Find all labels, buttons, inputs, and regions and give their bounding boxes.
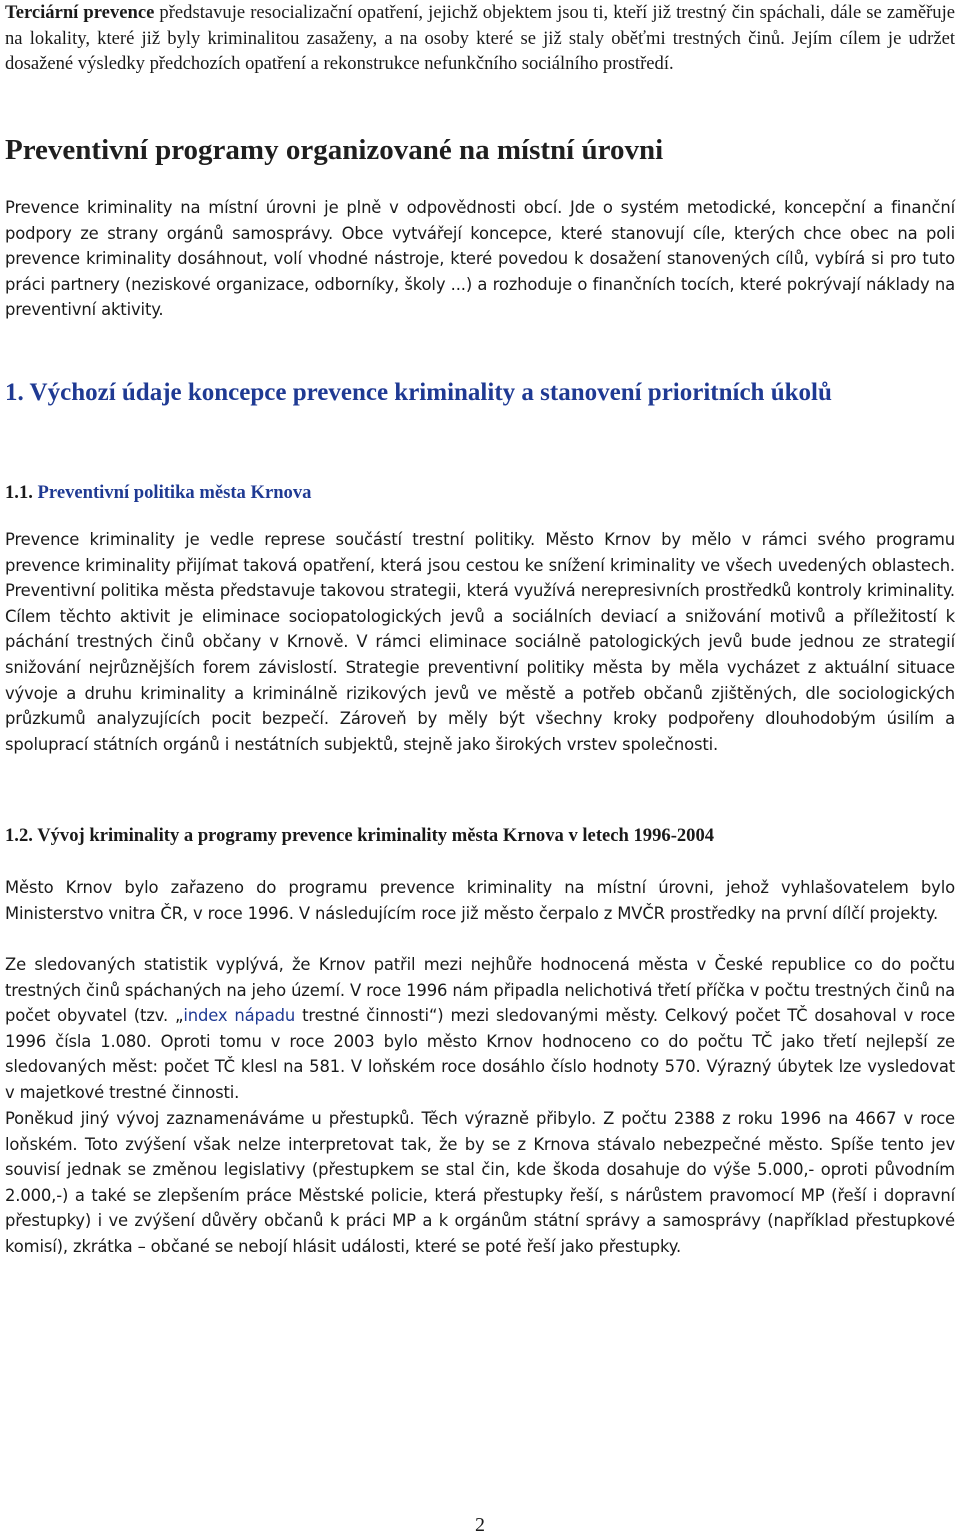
section-1-2-paragraph-3: Poněkud jiný vývoj zaznamenáváme u přestupků. Těch výrazně přibylo. Z počtu 2388 z roku 1996 na 4667 v roce loňském. Toto zvýšení však nelze interpretovat tak, že by se z Krnova stávalo nebezpečné město. Spíše tento jev souvisí jednak se změnou legislativy (přestupkem se stal čin, kde škoda dosahuje do výše 5.000,- oproti původním 2.000,-) a také se zlepšením práce Městské policie, která přestupky řeší, s nárůstem pravomocí MP (řeší i dopravní přestupky) i ve zvýšení důvěry občanů k práci MP a k orgánům státní správy a samosprávy (například přestupkové komisí), zkrátka – občané se nebojí hlásit události, které se poté řeší jako přestupky. bbox=[5, 1109, 955, 1256]
section-1-2-paragraph-2 bbox=[5, 952, 955, 1106]
page-number: 2 bbox=[475, 1514, 485, 1536]
section-1-1-title: Preventivní politika města Krnova bbox=[32, 482, 312, 503]
section-1-1-heading bbox=[5, 481, 955, 505]
section-1-1-paragraph: Prevence kriminality je vedle represe součástí trestní politiky. Město Krnov by mělo v rámci svého programu prevence kriminality přijímat taková opatření, která jsou cestou ke snížení kriminality ve všech uvedených oblastech. Preventivní politika města představuje takovou strategii, která využívá nerepresivních prostředků kontroly kriminality. Cílem těchto aktivit je eliminace sociopatologických jevů a sociálních deviací a snižování motivů a příležitostí k páchání trestných činů občany v Krnově. V rámci eliminace sociálně patologických jevů bude jednou ze strategií snižování nejrůznějších forem závislostí. Strategie preventivní politiky města by měla vycházet z aktuální situace vývoje a druhu kriminality a kriminálně rizikových jevů ve městě a potřeb občanů zjištěných, dle sociologických průzkumů analyzujících pocit bezpečí. Zároveň by měly být všechny kroky podpořeny dlouhodobým úsilím a spoluprací státních orgánů i nestátních subjektů, stejně jako širokých vrstev společnosti. bbox=[5, 530, 955, 754]
intro-lead-term: Terciární prevence bbox=[5, 2, 155, 23]
intro-paragraph bbox=[5, 0, 955, 77]
paragraph-2-text-end: trestné činnosti“) mezi sledovanými městy. Celkový počet TČ dosahoval v roce 1996 čísla 1.080. Oproti tomu v roce 2003 bylo město Krnov hodnoceno co do počtu TČ jako třetí nejlepší ze sledovaných měst: počet TČ klesl na 581. V loňském roce dosáhlo číslo hodnoty 570. Výrazný úbytek lze vysledovat v majetkové trestné činnosti. bbox=[5, 1006, 955, 1102]
local-programs-paragraph: Prevence kriminality na místní úrovni je plně v odpovědnosti obcí. Jde o systém metodické, koncepční a finanční podpory ze strany orgánů samosprávy. Obce vytvářejí koncepce, které stanovují cíle, kterých chce obec na poli prevence kriminality dosáhnout, volí vhodné nástroje, které povedou k dosažení stanovených cílů, vybírá si pro tuto práci partnery (neziskové organizace, odborníky, školy ...) a rozhoduje o finančních tocích, které pokrývají náklady na preventivní aktivity. bbox=[5, 198, 955, 320]
section-1-2-paragraph-1: Město Krnov bylo zařazeno do programu prevence kriminality na místní úrovni, jehož vyhlašovatelem bylo Ministerstvo vnitra ČR, v roce 1996. V následujícím roce již město čerpalo z MVČR prostředky na první dílčí projekty. bbox=[5, 878, 955, 923]
chapter-1-heading: 1. Výchozí údaje koncepce prevence kriminality a stanovení prioritních úkolů bbox=[5, 379, 832, 406]
intro-text: představuje resocializační opatření, jejichž objektem jsou ti, kteří již trestný čin spáchali, dále se zaměřuje na lokality, které již byly kriminalitou zasaženy, a na osoby které se již staly oběťmi trestných činů. Jejím cílem je udržet dosažené výsledky předchozích opatření a rekonstrukce nefunkčního sociálního prostředí. bbox=[5, 2, 955, 75]
index-napadu-link[interactable]: index nápadu bbox=[183, 1006, 296, 1026]
section-1-2-heading bbox=[5, 824, 955, 848]
section-1-2-number: 1.2. bbox=[5, 825, 33, 846]
section-1-1-number: 1.1. bbox=[5, 482, 33, 503]
paragraph-2-text-start: Ze sledovaných statistik vyplývá, že Krnov patřil mezi nejhůře hodnocená města v České republice co do počtu trestných činů spáchaných na jeho území. V roce 1996 nám připadla nelichotivá třetí příčka v počtu trestných činů na počet obyvatel (tzv. „ bbox=[5, 955, 955, 1026]
local-programs-heading: Preventivní programy organizované na místní úrovni bbox=[5, 134, 664, 166]
section-1-2-title: Vývoj kriminality a programy prevence kriminality města Krnova v letech 1996-2004 bbox=[32, 825, 715, 846]
